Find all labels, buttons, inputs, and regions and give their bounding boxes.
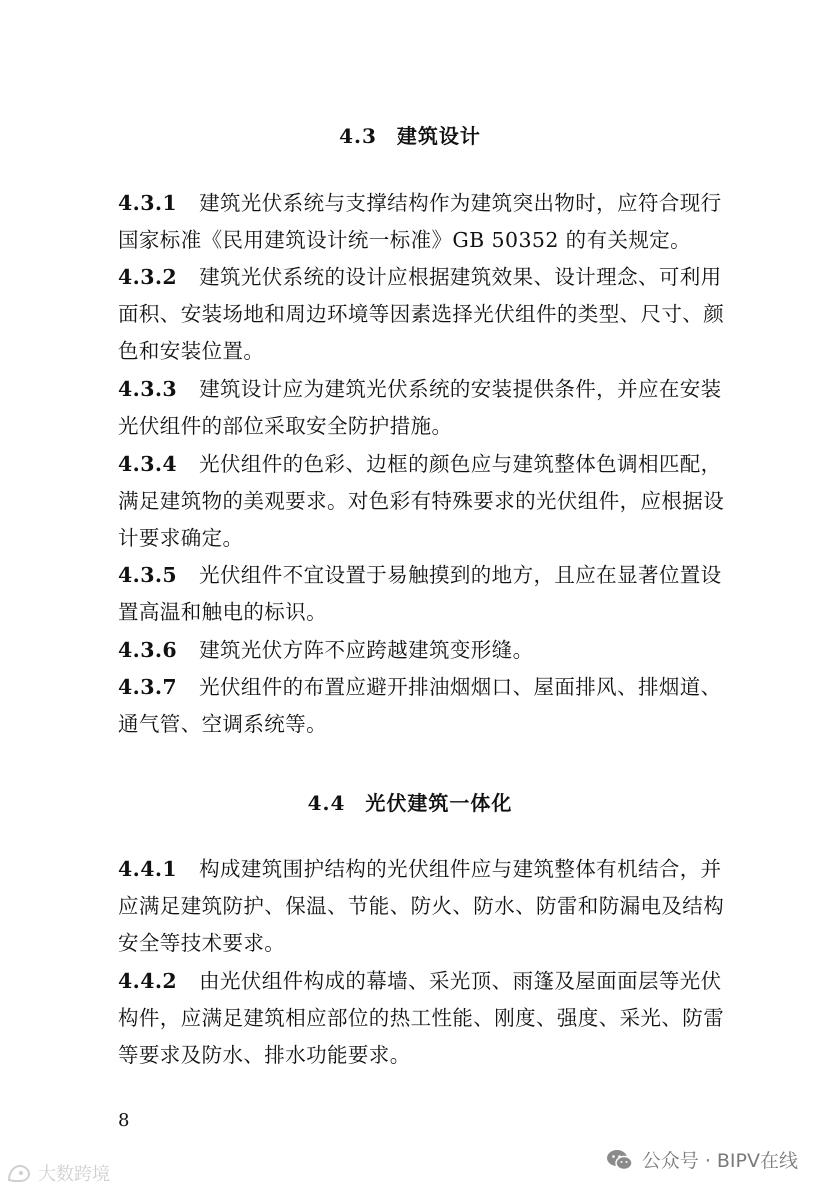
watermark-left	[6, 1160, 110, 1186]
section-number: 4.4	[307, 791, 346, 815]
clause-4-3-7	[118, 669, 738, 743]
watermark-right	[606, 1146, 798, 1173]
section-heading-4-4	[0, 787, 820, 816]
clause-number: 4.3.6	[118, 638, 178, 662]
clause-number: 4.3.1	[118, 191, 178, 215]
clause-number: 4.4.1	[118, 857, 178, 881]
clause-4-4-2	[118, 963, 738, 1074]
section-number: 4.3	[339, 124, 377, 148]
clause-number: 4.3.7	[118, 675, 178, 699]
watermark-left-text: 大数跨境	[38, 1164, 110, 1185]
page-number: 8	[118, 1110, 130, 1131]
clause-number: 4.3.3	[118, 377, 178, 401]
section-title: 建筑设计	[396, 124, 481, 148]
clause-4-4-1	[118, 851, 738, 962]
section-heading-4-3	[0, 120, 820, 149]
clause-text: 建筑光伏方阵不应跨越建筑变形缝。	[199, 638, 534, 662]
clause-4-3-5	[118, 557, 738, 631]
clause-text: 建筑光伏系统与支撑结构作为建筑突出物时，应符合现行国家标准《民用建筑设计统一标准》GB 50352 的有关规定。	[118, 191, 722, 252]
clause-4-3-6	[118, 632, 738, 669]
fox-logo-icon	[6, 1162, 32, 1184]
clause-4-3-4	[118, 446, 738, 557]
clause-4-3-2	[118, 259, 738, 370]
section-title: 光伏建筑一体化	[365, 791, 513, 815]
clause-text: 构成建筑围护结构的光伏组件应与建筑整体有机结合，并应满足建筑防护、保温、节能、防火、防水、防雷和防漏电及结构安全等技术要求。	[118, 857, 725, 955]
clause-text: 光伏组件不宜设置于易触摸到的地方，且应在显著位置设置高温和触电的标识。	[118, 563, 722, 624]
clause-text: 光伏组件的布置应避开排油烟烟口、屋面排风、排烟道、通气管、空调系统等。	[118, 675, 722, 736]
clause-text: 建筑光伏系统的设计应根据建筑效果、设计理念、可利用面积、安装场地和周边环境等因素选择光伏组件的类型、尺寸、颜色和安装位置。	[118, 265, 725, 363]
clause-number: 4.4.2	[118, 969, 178, 993]
clause-number: 4.3.2	[118, 265, 178, 289]
clause-text: 光伏组件的色彩、边框的颜色应与建筑整体色调相匹配，满足建筑物的美观要求。对色彩有特殊要求的光伏组件，应根据设计要求确定。	[118, 452, 725, 550]
clause-4-3-3	[118, 371, 738, 445]
clause-number: 4.3.5	[118, 563, 178, 587]
clause-text: 由光伏组件构成的幕墙、采光顶、雨篷及屋面面层等光伏构件，应满足建筑相应部位的热工性能、刚度、强度、采光、防雷等要求及防水、排水功能要求。	[118, 969, 725, 1067]
clause-text: 建筑设计应为建筑光伏系统的安装提供条件，并应在安装光伏组件的部位采取安全防护措施。	[118, 377, 722, 438]
clause-4-3-1	[118, 185, 738, 259]
wechat-icon	[606, 1148, 634, 1172]
clause-number: 4.3.4	[118, 452, 178, 476]
watermark-right-text: 公众号 · BIPV在线	[641, 1150, 798, 1172]
